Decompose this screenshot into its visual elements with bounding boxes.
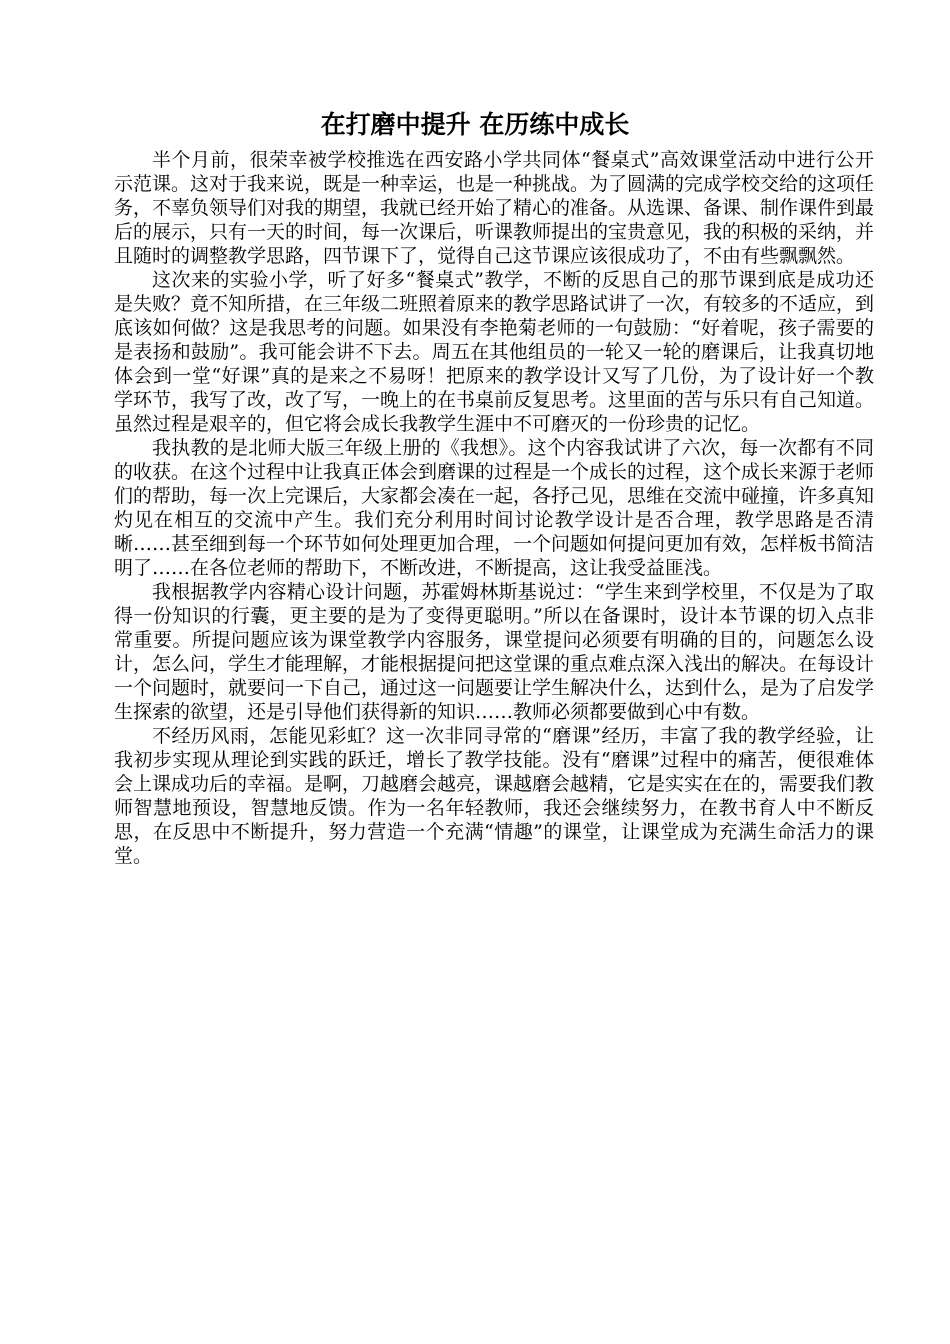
paragraph-3: 我执教的是北师大版三年级上册的《我想》。这个内容我试讲了六次，每一次都有不同的收获。在这个过程中让我真正体会到磨课的过程是一个成长的过程，这个成长来源于老师们的帮助，每一次上完课后，大家都会凑在一起，各抒己见，思维在交流中碰撞，许多真知灼见在相互的交流中产生。我们充分利用时间讨论教学设计是否合理，教学思路是否清晰……甚至细到每一个环节如何处理更加合理，一个问题如何提问更加有效，怎样板书简洁明了……在各位老师的帮助下，不断改进，不断提高，这让我受益匪浅。 <box>114 437 875 579</box>
paragraph-4: 我根据教学内容精心设计问题，苏霍姆林斯基说过：“学生来到学校里，不仅是为了取得一份知识的行囊，更主要的是为了变得更聪明。”所以在备课时，设计本节课的切入点非常重要。所提问题应该为课堂教学内容服务，课堂提问必须要有明确的目的，问题怎么设计，怎么问，学生才能理解，才能根据提问把这堂课的重点难点深入浅出的解决。在每设计一个问题时，就要问一下自己，通过这一问题要让学生解决什么，达到什么，是为了启发学生探索的欲望，还是引导他们获得新的知识……教师必须都要做到心中有数。 <box>114 581 875 723</box>
paragraph-2: 这次来的实验小学，听了好多“餐桌式”教学，不断的反思自己的那节课到底是成功还是失败？竟不知所措，在三年级二班照着原来的教学思路试讲了一次，有较多的不适应，到底该如何做？这是我思考的问题。如果没有李艳菊老师的一句鼓励：“好着呢，孩子需要的是表扬和鼓励”。我可能会讲不下去。周五在其他组员的一轮又一轮的磨课后，让我真切地体会到一堂“好课”真的是来之不易呀！把原来的教学设计又写了几份，为了设计好一个教学环节，我写了改，改了写，一晚上的在书桌前反复思考。这里面的苦与乐只有自己知道。虽然过程是艰辛的，但它将会成长我教学生涯中不可磨灭的一份珍贵的记忆。 <box>114 269 875 435</box>
document-body <box>114 148 874 868</box>
document-title: 在打磨中提升 在历练中成长 <box>320 110 630 139</box>
paragraph-1: 半个月前，很荣幸被学校推选在西安路小学共同体“餐桌式”高效课堂活动中进行公开示范课。这对于我来说，既是一种幸运，也是一种挑战。为了圆满的完成学校交给的这项任务，不辜负领导们对我的期望，我就已经开始了精心的准备。从选课、备课、制作课件到最后的展示，只有一天的时间，每一次课后，听课教师提出的宝贵意见，我的积极的采纳，并且随时的调整教学思路，四节课下了，觉得自己这节课应该很成功了，不由有些飘飘然。 <box>114 149 875 267</box>
paragraph-5: 不经历风雨，怎能见彩虹？这一次非同寻常的“磨课”经历，丰富了我的教学经验，让我初步实现从理论到实践的跃迁，增长了教学技能。没有“磨课”过程中的痛苦，便很难体会上课成功后的幸福。是啊，刀越磨会越亮，课越磨会越精，它是实实在在的，需要我们教师智慧地预设，智慧地反馈。作为一名年轻教师，我还会继续努力，在教书育人中不断反思，在反思中不断提升，努力营造一个充满“情趣”的课堂，让课堂成为充满生命活力的课堂。 <box>114 725 875 867</box>
